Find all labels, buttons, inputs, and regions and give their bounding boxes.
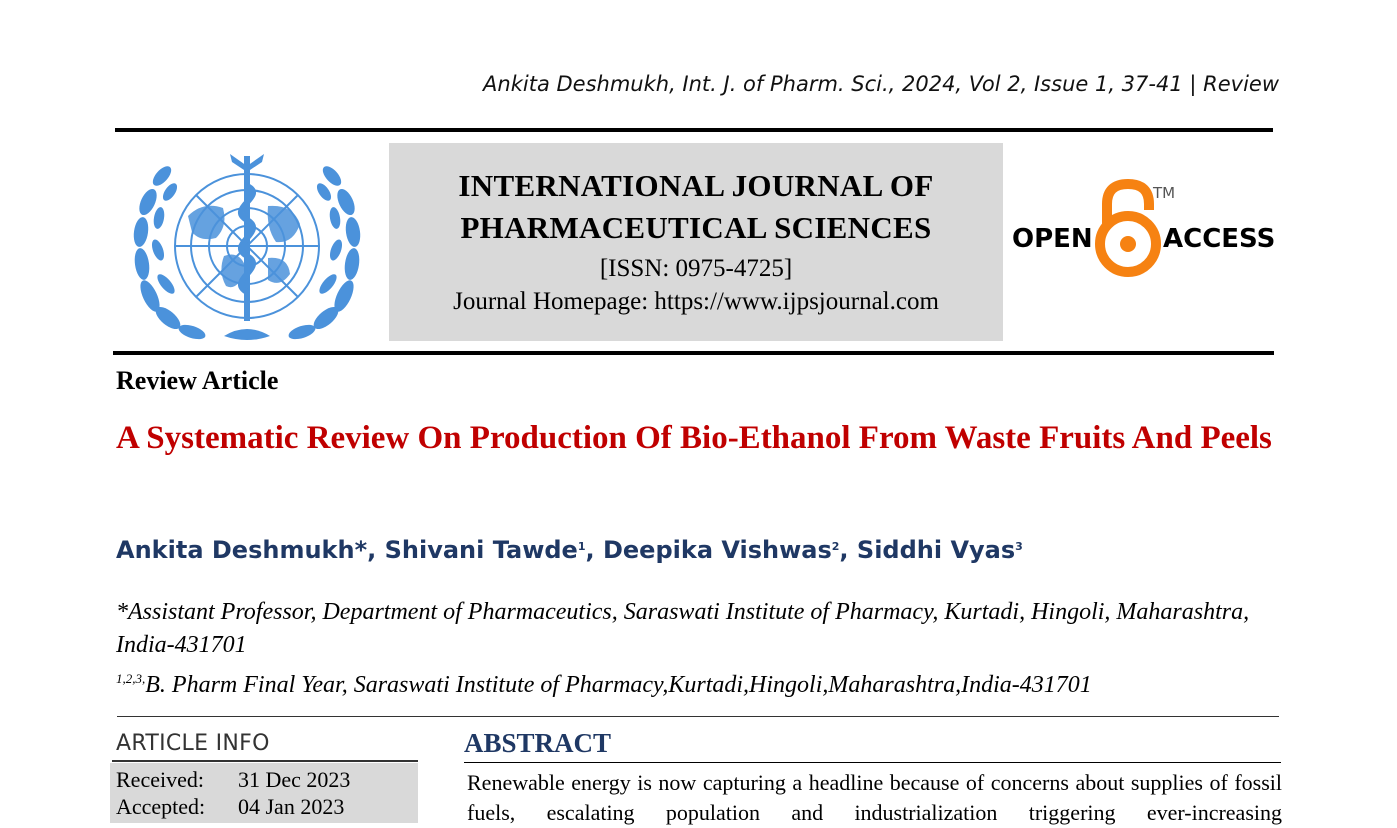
- author-3: Deepika Vishwas: [602, 536, 832, 564]
- open-access-tm: TM: [1153, 184, 1176, 202]
- article-info-heading: ARTICLE INFO: [116, 731, 270, 756]
- author-4-sup: 3: [1015, 540, 1023, 553]
- article-type: Review Article: [116, 366, 279, 395]
- accepted-value: 04 Jan 2023: [238, 794, 345, 819]
- article-info-box: [110, 763, 418, 823]
- affiliation-line-2: $^{1,2,3,}$B. Pharm Final Year, Saraswati Institute of Pharmacy,Kurtadi,Hingoli,Maharashtra,India-431701: [116, 671, 1092, 698]
- affiliation-line-1: *Assistant Professor, Department of Pharmaceutics, Saraswati Institute of Pharmacy, Kurtadi, Hingoli, Maharashtra, India-431701: [116, 599, 1250, 658]
- author-list: Ankita Deshmukh*, Shivani Tawde$^1$, Deepika Vishwas$^2$, Siddhi Vyas$^3$: [116, 536, 1023, 564]
- accepted-label: Accepted:: [116, 794, 206, 819]
- accepted-row: [116, 794, 344, 820]
- abstract-rule: [464, 762, 1281, 763]
- open-access-right-text: ACCESS: [1163, 224, 1276, 254]
- journal-title-line2: PHARMACEUTICAL SCIENCES: [460, 210, 932, 245]
- journal-title-line1: INTERNATIONAL JOURNAL OF: [458, 168, 934, 203]
- author-3-sup: 2: [831, 540, 840, 553]
- abstract-heading: ABSTRACT: [464, 728, 612, 758]
- affiliations: [116, 596, 1286, 702]
- author-2-sup: 1: [577, 540, 586, 553]
- who-emblem-icon: [128, 146, 366, 344]
- received-label: Received:: [116, 767, 204, 792]
- header-rule-bottom: [113, 351, 1274, 355]
- running-head: Ankita Deshmukh, Int. J. of Pharm. Sci., 2024, Vol 2, Issue 1, 37-41 | Review: [483, 72, 1279, 96]
- author-4: Siddhi Vyas: [856, 536, 1016, 564]
- journal-homepage-link[interactable]: Journal Homepage: https://www.ijpsjournal.com: [453, 288, 939, 315]
- journal-banner: [389, 143, 1003, 341]
- journal-issn: [ISSN: 0975-4725]: [599, 255, 793, 282]
- received-row: [116, 767, 350, 793]
- affiliation-sup: 1,2,3,: [116, 671, 146, 686]
- open-access-lock-icon: [1010, 178, 1278, 282]
- author-2: Shivani Tawde: [384, 536, 578, 564]
- header-rule-top: [115, 128, 1273, 132]
- article-title: A Systematic Review On Production Of Bio-Ethanol From Waste Fruits And Peels: [116, 420, 1272, 456]
- abstract-text: Renewable energy is now capturing a headline because of concerns about supplies of fossil fuels, escalating population and industrialization triggering ever-increasing: [467, 770, 1282, 825]
- author-1: Ankita Deshmukh*,: [116, 536, 377, 564]
- section-divider: [117, 716, 1279, 717]
- article-info-rule: [112, 760, 418, 762]
- open-access-left-text: OPEN: [1012, 224, 1093, 254]
- received-value: 31 Dec 2023: [238, 767, 351, 792]
